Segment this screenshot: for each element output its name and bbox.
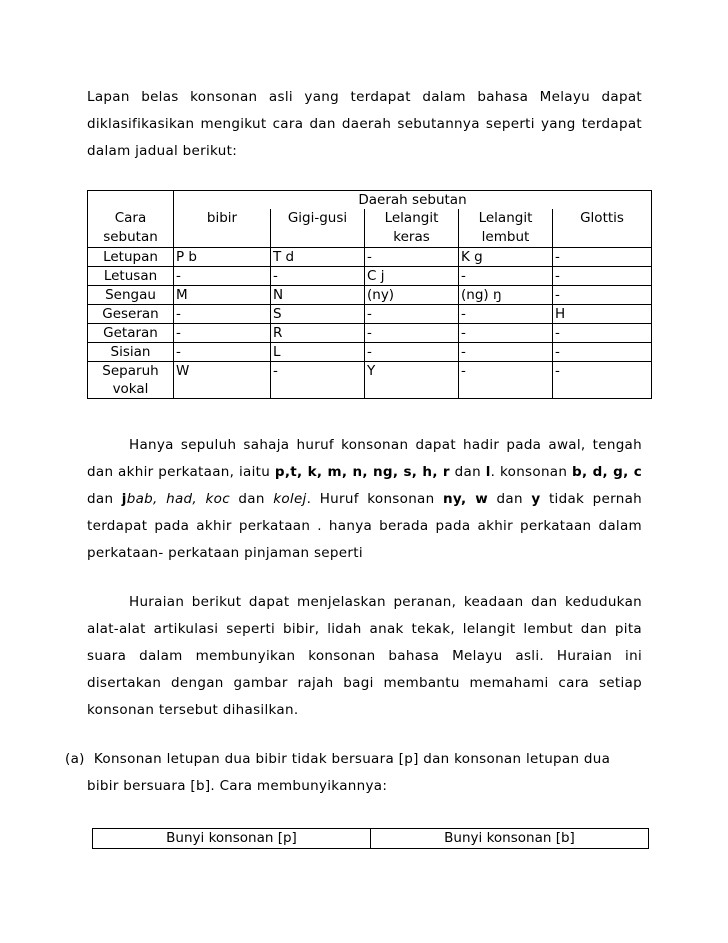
- row-label: Getaran: [88, 324, 174, 343]
- table-cell: S: [271, 305, 365, 324]
- table-cell: -: [365, 248, 459, 267]
- table-cell: -: [365, 343, 459, 362]
- row-label: Geseran: [88, 305, 174, 324]
- table-row: [88, 248, 652, 267]
- table-cell: -: [365, 324, 459, 343]
- row-label: Letusan: [88, 267, 174, 286]
- section-a-line2: bibir bersuara [b]. Cara membunyikannya:: [87, 778, 388, 794]
- table-cell: -: [553, 286, 652, 305]
- section-a-paragraph: [65, 746, 642, 800]
- table-row: [88, 267, 652, 286]
- header-cara-sebutan: Cara sebutan: [88, 209, 174, 248]
- header-daerah-sebutan: Daerah sebutan: [174, 191, 652, 210]
- table-row: [88, 305, 652, 324]
- table-cell: -: [553, 267, 652, 286]
- table-cell: -: [459, 362, 553, 399]
- bunyi-b-header: Bunyi konsonan [b]: [371, 829, 649, 849]
- table-row: [88, 343, 652, 362]
- intro-paragraph: Lapan belas konsonan asli yang terdapat dalam bahasa Melayu dapat diklasifikasikan mengikut cara dan daerah sebutannya seperti yang terdapat dalam jadual berikut:: [87, 89, 642, 159]
- table-cell: -: [174, 305, 271, 324]
- table-cell: -: [365, 305, 459, 324]
- table-cell: -: [553, 248, 652, 267]
- table-cell: -: [459, 305, 553, 324]
- row-label: Separuh vokal: [88, 362, 174, 399]
- bunyi-p-header: Bunyi konsonan [p]: [93, 829, 371, 849]
- table-cell: R: [271, 324, 365, 343]
- col-bibir: bibir: [174, 209, 271, 248]
- bunyi-konsonan-table: [92, 828, 649, 849]
- table-row: [88, 324, 652, 343]
- table-cell: -: [271, 267, 365, 286]
- col-gigi-gusi: Gigi-gusi: [271, 209, 365, 248]
- table-cell: -: [174, 343, 271, 362]
- table-cell: -: [553, 362, 652, 399]
- section-a-line1: Konsonan letupan dua bibir tidak bersuara [p] dan konsonan letupan dua: [93, 751, 611, 767]
- row-label: Letupan: [88, 248, 174, 267]
- paragraph-huraian: Huraian berikut dapat menjelaskan peranan, keadaan dan kedudukan alat-alat artikulasi seperti bibir, lidah anak tekak, lelangit lembut dan pita suara dalam membunyikan konsonan bahasa Melayu asli. Huraian ini disertakan dengan gambar rajah bagi membantu memahami cara setiap konsonan tersebut dihasilkan.: [87, 594, 642, 718]
- table-cell: N: [271, 286, 365, 305]
- table-cell: (ng) ŋ: [459, 286, 553, 305]
- table-cell: P b: [174, 248, 271, 267]
- header-cara-top: [88, 191, 174, 210]
- table-cell: Y: [365, 362, 459, 399]
- table-cell: M: [174, 286, 271, 305]
- row-label: Sisian: [88, 343, 174, 362]
- paragraph-huruf-konsonan: Hanya sepuluh sahaja huruf konsonan dapat hadir pada awal, tengah dan akhir perkataan, iaitu p,t, k, m, n, ng, s, h, r dan l. konsonan b, d, g, c dan jbab, had, koc dan kolej. Huruf konsonan ny, w dan y tidak pernah terdapat pada akhir perkataan . hanya berada pada akhir perkataan dalam perkataan- perkataan pinjaman seperti: [87, 437, 643, 561]
- list-label: (a): [65, 751, 85, 767]
- table-cell: -: [553, 324, 652, 343]
- table-cell: (ny): [365, 286, 459, 305]
- table-cell: T d: [271, 248, 365, 267]
- table-cell: -: [459, 267, 553, 286]
- col-lelangit-lembut: Lelangit lembut: [459, 209, 553, 248]
- col-lelangit-keras: Lelangit keras: [365, 209, 459, 248]
- table-cell: -: [459, 324, 553, 343]
- consonant-classification-table: [87, 190, 652, 399]
- col-glottis: Glottis: [553, 209, 652, 248]
- table-cell: -: [174, 267, 271, 286]
- table-cell: H: [553, 305, 652, 324]
- table-cell: C j: [365, 267, 459, 286]
- table-row: [88, 286, 652, 305]
- table-cell: -: [459, 343, 553, 362]
- table-cell: W: [174, 362, 271, 399]
- table-cell: -: [174, 324, 271, 343]
- table-cell: -: [553, 343, 652, 362]
- table-cell: K g: [459, 248, 553, 267]
- table-cell: -: [271, 362, 365, 399]
- table-cell: L: [271, 343, 365, 362]
- table-row: [88, 362, 652, 399]
- row-label: Sengau: [88, 286, 174, 305]
